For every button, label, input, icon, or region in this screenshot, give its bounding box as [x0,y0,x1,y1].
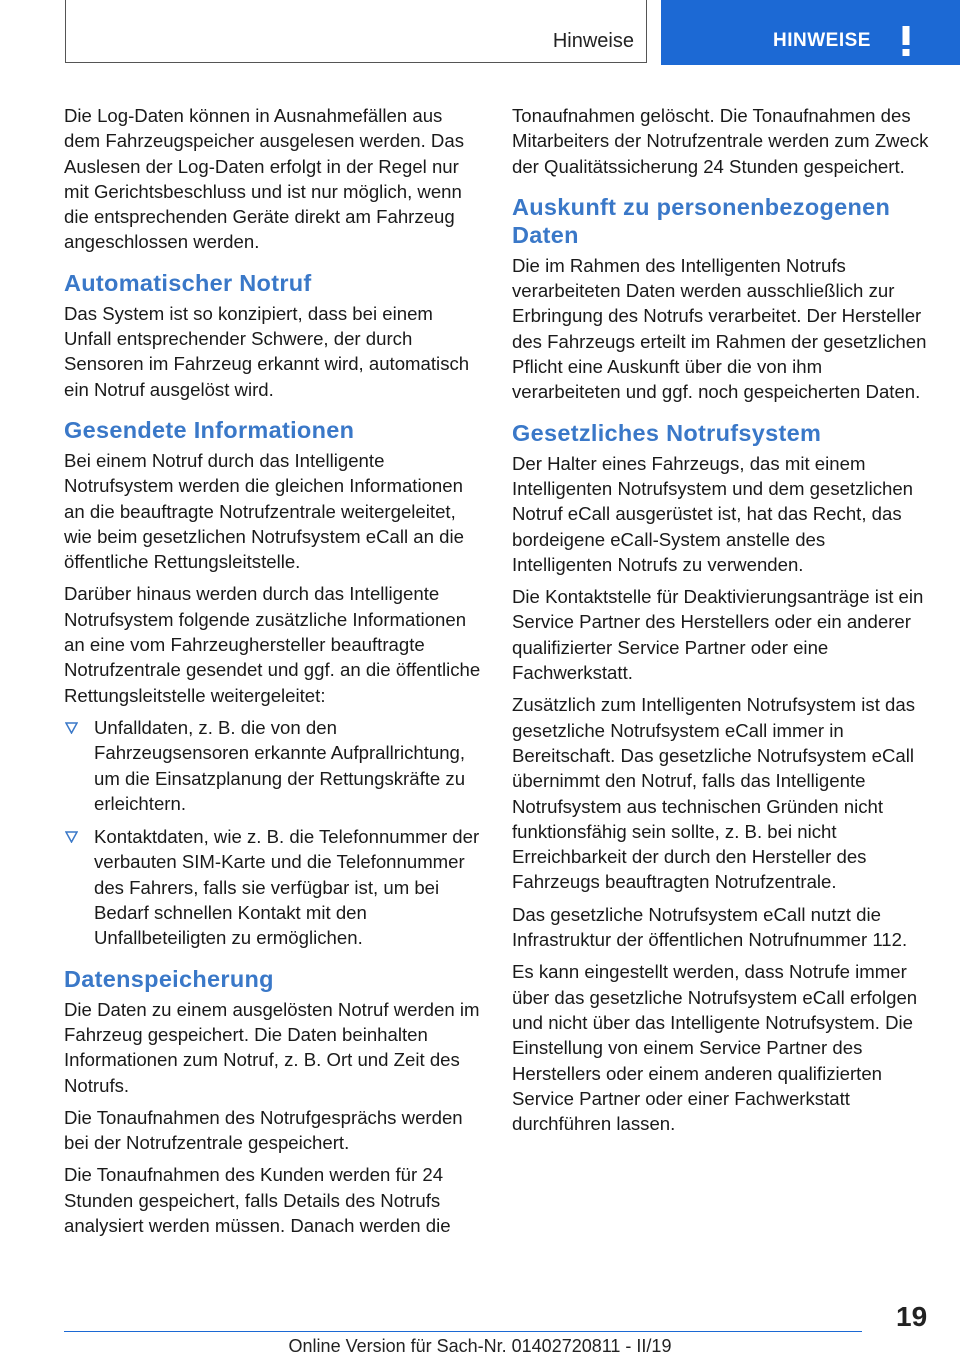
heading-automatischer-notruf: Automatischer Notruf [64,269,312,296]
right-column [512,103,930,1143]
header-tab [661,0,960,65]
paragraph: Die Kontaktstelle für Deaktivierungsanträge ist ein Service Partner des Herstellers oder ein anderer qualifizierter Service Partner oder eine Fachwerkstatt. [512,586,924,684]
footer-text: Online Version für Sach-Nr. 01402720811 - II/19 [288,1336,672,1356]
list-item-text: Unfalldaten, z. B. die von den Fahrzeugsensoren erkannte Aufprallrichtung, um die Einsatzplanung der Rettungskräfte zu erleichtern. [94,716,466,814]
bullet-list [64,715,482,951]
heading-gesetzliches-notrufsystem: Gesetzliches Notrufsystem [512,419,822,446]
paragraph: Zusätzlich zum Intelligenten Notrufsystem ist das gesetzliche Notrufsystem eCall immer in Bereitschaft. Das gesetzliche Notrufsystem eCall übernimmt den Notruf, falls das Intelligente Notrufsystem aus technischen Gründen nicht funktionsfähig sein sollte, z. B. bei nicht Erreichbarkeit der durch den Hersteller des Fahrzeugs beauftragten Notrufzentrale. [512,694,916,893]
list-item-text: Kontaktdaten, wie z. B. die Telefonnummer der verbauten SIM-Karte und die Telefonnummer des Fahrers, falls sie verfügbar ist, um bei Bedarf schnellen Kontakt mit den Unfallbeteiligten zu ermöglichen. [94,826,480,949]
triangle-bullet-icon [65,722,78,734]
triangle-bullet-icon [65,831,78,843]
heading-gesendete-informationen: Gesendete Informationen [64,416,355,443]
heading-datenspeicherung: Datenspeicherung [64,965,274,992]
list-item [64,715,482,816]
header-section-box [65,0,647,63]
paragraph: Die Daten zu einem ausgelösten Notruf werden im Fahrzeug gespeichert. Die Daten beinhalten Informationen zum Notruf, z. B. Ort und Zeit des Notrufs. [64,998,480,1096]
paragraph: Das System ist so konzipiert, dass bei einem Unfall entsprechender Schwere, der durch Sensoren im Fahrzeug erkannt wird, automatisch ein Notruf ausgelöst wird. [64,302,470,400]
list-item [64,824,482,950]
intro-paragraph: Die Log-Daten können in Ausnahmefällen aus dem Fahrzeugspeicher ausgelesen werden. Das Auslesen der Log-Daten erfolgt in der Regel nur mit Gerichtsbeschluss und ist nur möglich, wenn die entsprechenden Geräte direkt am Fahrzeug angeschlossen werden. [64,105,464,253]
paragraph: Die Tonaufnahmen des Kunden werden für 24 Stunden gespeichert, falls Details des Notrufs analysiert werden müssen. Danach werden die [64,1164,451,1236]
paragraph: Die Tonaufnahmen des Notrufgesprächs werden bei der Notrufzentrale gespeichert. [64,1106,463,1154]
left-column [64,103,482,1245]
page-number: 19 [896,1301,928,1332]
footer-divider [64,1331,862,1332]
paragraph: Es kann eingestellt werden, dass Notrufe immer über das gesetzliche Notrufsystem eCall erfolgen und nicht über das Intelligente Notrufsystem. Die Einstellung von einem Service Partner des Herstellers oder einem anderen qualifizierten Service Partner oder einer Fachwerkstatt durchführen lassen. [512,961,918,1135]
exclamation-icon [897,26,915,56]
paragraph: Darüber hinaus werden durch das Intelligente Notrufsystem folgende zusätzliche Informationen an eine vom Fahrzeughersteller beauftragte Notrufzentrale gesendet und ggf. an die öffentliche Rettungsleitstelle weitergeleitet: [64,583,481,706]
section-title: Hinweise [552,30,634,52]
paragraph: Das gesetzliche Notrufsystem eCall nutzt die Infrastruktur der öffentlichen Notrufnummer 112. [512,903,908,951]
paragraph: Der Halter eines Fahrzeugs, das mit einem Intelligenten Notrufsystem und dem gesetzlichen Notruf eCall ausgerüstet ist, hat das Recht, das bordeigene eCall-System anstelle des Intelligenten Notrufs zu verwenden. [512,452,914,575]
heading-auskunft: Auskunft zu personenbezogenen Daten [512,193,891,248]
paragraph: Bei einem Notruf durch das Intelligente Notrufsystem werden die gleichen Informationen an die beauftragte Notrufzentrale weitergeleitet, wie beim gesetzlichen Notrufsystem eCall an die öffentliche Rettungsleitstelle. [64,449,464,573]
continuation-paragraph: Tonaufnahmen gelöscht. Die Tonaufnahmen des Mitarbeiters der Notrufzentrale werden zum Zweck der Qualitätssicherung 24 Stunden gespeichert. [512,105,929,177]
paragraph: Die im Rahmen des Intelligenten Notrufs verarbeiteten Daten werden ausschließlich zur Erbringung des Notrufs verarbeitet. Der Hersteller des Fahrzeugs erteilt im Rahmen der gesetzlichen Pflicht eine Auskunft über die von ihm verarbeiteten und ggf. noch gespeicherten Daten. [512,254,927,403]
tab-label: HINWEISE [773,30,871,51]
